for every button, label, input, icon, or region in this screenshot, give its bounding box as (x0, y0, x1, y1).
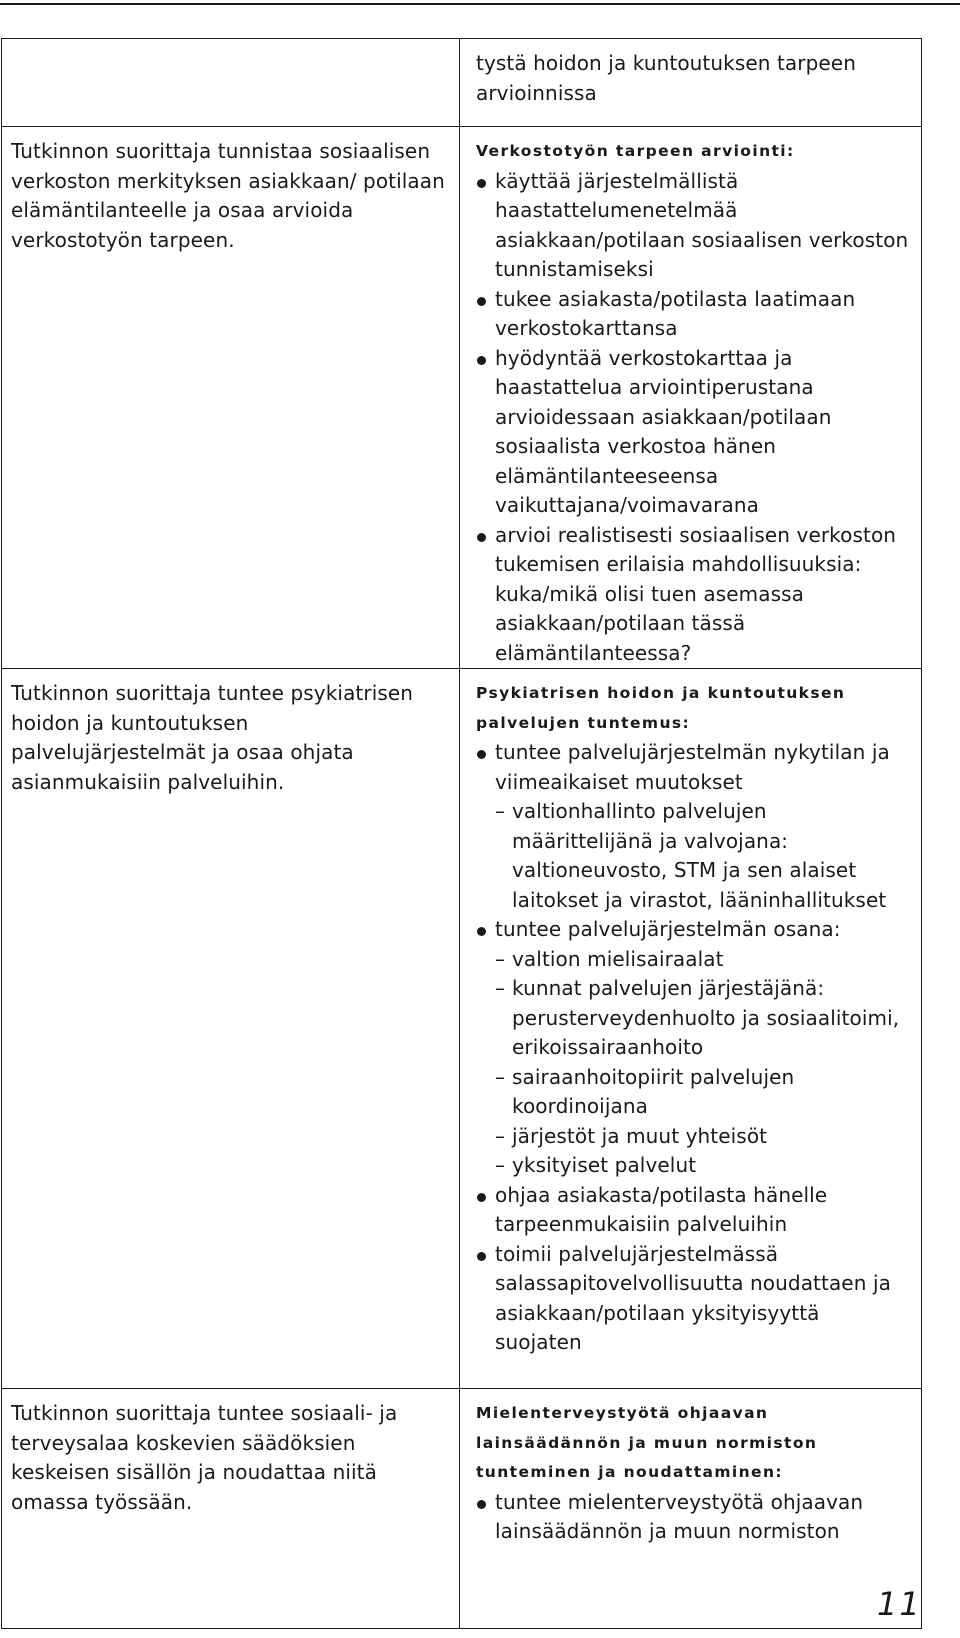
list-item: toimii palvelujärjestelmässä salassapitovelvollisuutta noudattaen ja asiakkaan/potilaan yksityisyyttä suojaten (476, 1240, 909, 1358)
section-heading: Mielenterveystyötä ohjaavan lainsäädännön ja muun normiston tunteminen ja noudattaminen: (476, 1404, 818, 1481)
bullet-list (476, 1488, 909, 1547)
list-item: hyödyntää verkostokarttaa ja haastattelua arviointiperustana arvioidessaan asiakkaan/potilaan sosiaalista verkostoa hänen elämäntilanteeseensa vaikuttajana/voimavarana (476, 344, 909, 521)
list-item: arvioi realistisesti sosiaalisen verkoston tukemisen erilaisia mahdollisuuksia: kuka/mikä olisi tuen asemassa asiakkaan/potilaan tässä elämäntilanteessa? (476, 521, 909, 669)
right-cell-intro (460, 39, 922, 127)
left-cell-empty (2, 39, 460, 127)
section-heading: Verkostotyön tarpeen arviointi: (476, 142, 795, 160)
dash-item: – valtionhallinto palvelujen määrittelijänä ja valvojana: valtioneuvosto, STM ja sen alaiset laitokset ja virastot, lääninhallitukset (495, 797, 909, 915)
section-heading: Psykiatrisen hoidon ja kuntoutuksen palvelujen tuntemus: (476, 684, 846, 732)
list-item (476, 915, 909, 1181)
left-cell-criterion (2, 669, 460, 1389)
top-rule (0, 3, 960, 5)
table-row (2, 127, 922, 669)
left-cell-criterion (2, 1389, 460, 1629)
bullet-list (476, 738, 909, 1358)
list-item-text: tuntee palvelujärjestelmän osana: (495, 917, 841, 941)
right-cell-assessment (460, 127, 922, 669)
bullet-list (476, 167, 909, 669)
list-item-text: tuntee palvelujärjestelmän nykytilan ja viimeaikaiset muutokset (495, 740, 890, 794)
criterion-text: Tutkinnon suorittaja tuntee sosiaali- ja terveysalaa koskevien säädöksien keskeisen sisällön ja noudattaa niitä omassa työssään. (11, 1401, 398, 1514)
table-row (2, 39, 922, 127)
criterion-text: Tutkinnon suorittaja tunnistaa sosiaalisen verkoston merkityksen asiakkaan/ potilaan elämäntilanteelle ja osaa arvioida verkostotyön tarpeen. (11, 139, 445, 252)
list-item: käyttää järjestelmällistä haastattelumenetelmää asiakkaan/potilaan sosiaalisen verkoston tunnistamiseksi (476, 167, 909, 285)
intro-text: tystä hoidon ja kuntoutuksen tarpeen arvioinnissa (476, 51, 856, 105)
dash-item: – järjestöt ja muut yhteisöt (495, 1122, 909, 1152)
list-item: tuntee mielenterveystyötä ohjaavan lainsäädännön ja muun normiston (476, 1488, 909, 1547)
dash-item: – kunnat palvelujen järjestäjänä: perusterveydenhuolto ja sosiaalitoimi, erikoissairaanhoito (495, 974, 909, 1063)
list-item (476, 738, 909, 915)
dash-item: – valtion mielisairaalat (495, 945, 909, 975)
right-cell-assessment (460, 669, 922, 1389)
left-cell-criterion (2, 127, 460, 669)
list-item: tukee asiakasta/potilasta laatimaan verkostokarttansa (476, 285, 909, 344)
list-item: ohjaa asiakasta/potilasta hänelle tarpeenmukaisiin palveluihin (476, 1181, 909, 1240)
criteria-table (1, 38, 922, 1629)
table-row (2, 669, 922, 1389)
dash-list (495, 945, 909, 1181)
criterion-text: Tutkinnon suorittaja tuntee psykiatrisen hoidon ja kuntoutuksen palvelujärjestelmät ja osaa ohjata asianmukaisiin palveluihin. (11, 681, 414, 794)
dash-item: – sairaanhoitopiirit palvelujen koordinoijana (495, 1063, 909, 1122)
dash-item: – yksityiset palvelut (495, 1151, 909, 1181)
page-number: 11 (877, 1585, 922, 1623)
right-cell-assessment (460, 1389, 922, 1629)
table-row (2, 1389, 922, 1629)
dash-list (495, 797, 909, 915)
